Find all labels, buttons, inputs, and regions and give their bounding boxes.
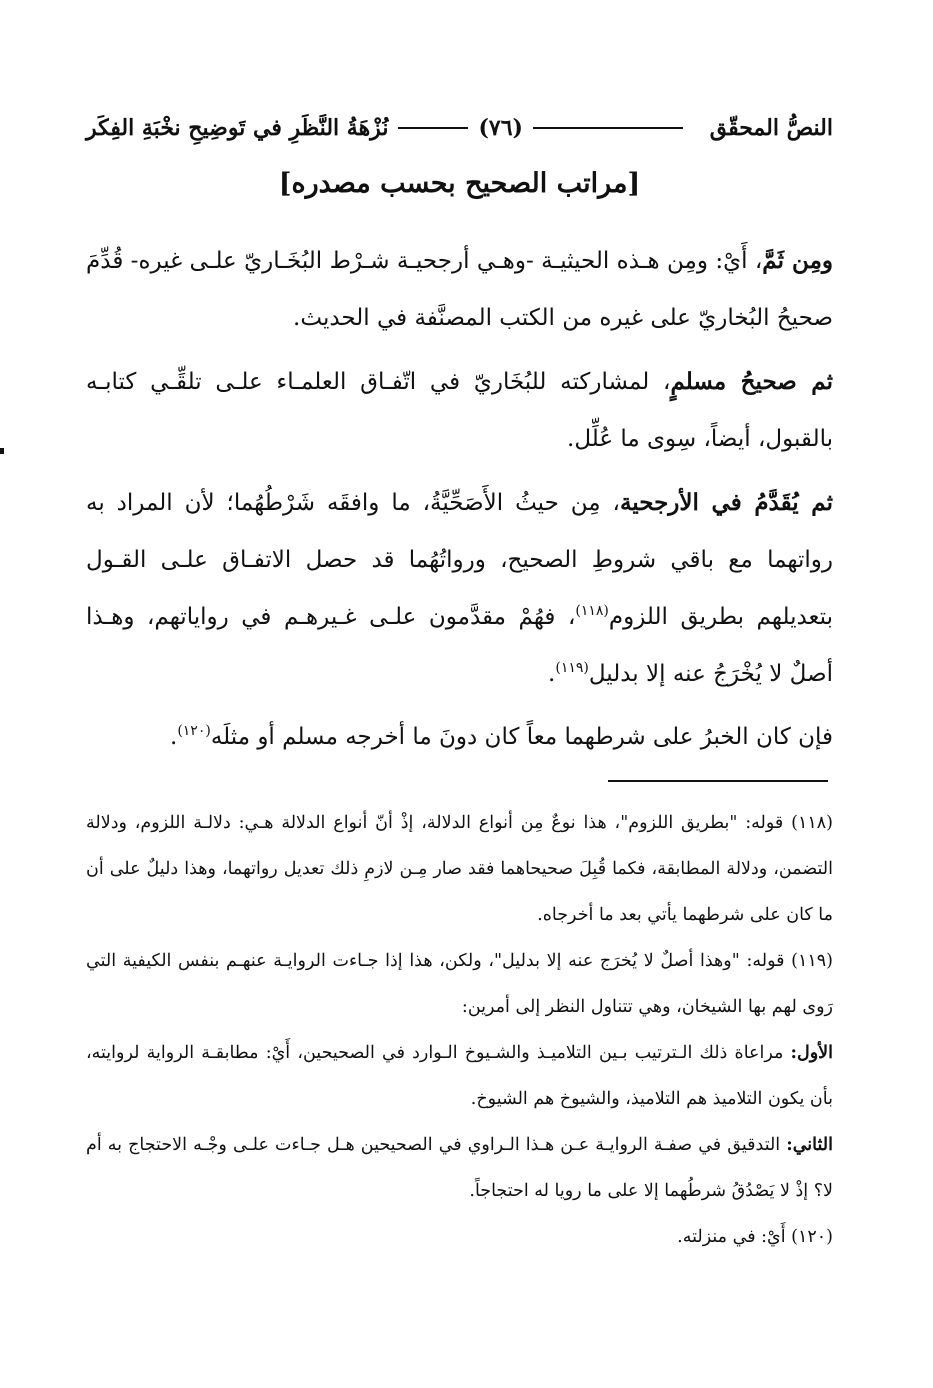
footnote-item-first [86,1030,833,1122]
header-rule [533,127,683,129]
running-header [86,108,833,148]
paragraph-text: . [548,661,556,687]
paragraph-text: . [170,724,178,750]
footnote-item-label: الثاني: [786,1135,833,1155]
paragraph [86,232,833,347]
footnotes [86,800,833,1260]
footnote-ref-120[interactable]: (١٢٠) [177,723,211,739]
section-heading: [مراتب الصحيح بحسب مصدره] [278,168,641,199]
footnote-separator [608,780,828,782]
scan-mark [0,448,4,454]
footnote-item-text: التدقيق في صفـة الروايـة عـن هـذا الـراوي في الصحيحين هـل جـاءت علـى وجْـه الاحتجاج به أم لا؟ إذْ لا يَصْدُقُ شرطُهما إلا على ما رويا له احتجاجاً. [86,1135,833,1201]
matn-term: ثم صحيحُ مسلمٍ [670,368,833,395]
header-center-group [86,115,693,141]
header-section-label: النصُّ المحقّق [709,115,833,141]
footnote-item-second [86,1122,833,1214]
paragraph [86,474,833,703]
matn-term: ومِن ثَمَّ [762,247,833,274]
main-text [86,232,833,772]
footnote-119: (١١٩) قوله: "وهذا أصلٌ لا يُخرَج عنه إلا بدليل"، ولكن، هذا إذا جـاءت الروايـة عنهـم بنفس الكيفية التي رَوى لهم بها الشيخان، وهي تتناول النظر إلى أمرين: [86,951,833,1017]
matn-term: ثم يُقَدَّمُ في الأرجحية [619,489,833,516]
footnote-118: (١١٨) قوله: "بطريق اللزوم"، هذا نوعٌ مِن أنواع الدلالة، إذْ أنّ أنواع الدلالة هـي: دلالـة اللزوم، ودلالة التضمن، ودلالة المطابقة، فكما قُبِلَ صحيحاهما فقد صار مِـن لازمِ ذلك تعديل رواتهما، وهذا دليلٌ على أن ما كان على شرطهما يأتي بعد ما أخرجاه. [86,813,833,925]
footnote-item-text: مراعاة ذلك الـترتيب بـين التلاميـذ والشـيوخ الـوارد في الصحيحين، أَيْ: مطابقـة الرواية لروايته، بأن يكون التلاميذ هم التلاميذ، والشيوخ هم الشيوخ. [86,1043,833,1109]
book-title: نُزْهَةُ النَّظَرِ في تَوضِيحِ نخْبَةِ الفِكَر [86,115,389,141]
footnote-item-label: الأول: [790,1043,833,1063]
page-number: (٧٦) [478,115,523,141]
paragraph-text: ، لمشاركته للبُخَاريّ في اتّفـاق العلمـاء علـى تلقِّـي كتابـه بالقبول، أيضاً، سِوى ما عُلِّل. [86,369,833,452]
header-rule [398,127,468,129]
paragraph-text: ، فهُمْ مقدَّمون علـى غـيرهـم في رواياتهم، وهـذا أصلٌ لا يُخْرَجُ عنه إلا بدليل [86,604,833,687]
footnote-ref-118[interactable]: (١١٨) [575,603,609,619]
paragraph-text: فإن كان الخبرُ على شرطهما معاً كان دونَ ما أخرجه مسلم أو مثلَه [210,724,833,750]
paragraph [86,353,833,468]
paragraph-text: ، مِن حيثُ الأَصَحِّيَّةُ، ما وافقَه شَرْطُهُما؛ لأن المراد به رواتهما مع باقي شروطِ الصحيح، ورواتُهُما قد حصل الاتفـاق علـى القـول بتعديلهم بطريق اللزوم [86,490,833,630]
paragraph [86,709,833,766]
footnote-120: (١٢٠) أَيْ: في منزلته. [677,1227,833,1247]
paragraph-text: ، أَيْ: ومِن هـذه الحيثيـة -وهـي أرجحيـة شـرْط البُخَـاريّ علـى غيره- قُدِّمَ صحيحُ البُخاريّ على غيره من الكتب المصنَّفة في الحديث. [86,248,833,331]
footnote-ref-119[interactable]: (١١٩) [555,660,589,676]
